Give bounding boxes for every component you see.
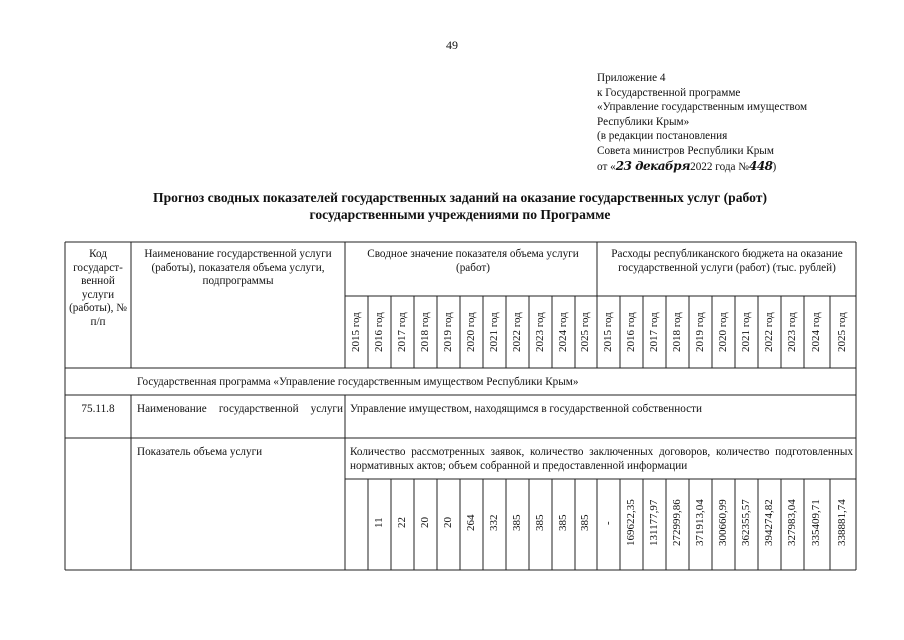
- title-line-2: государственными учреждениями по Программе: [309, 207, 611, 222]
- appendix-line: Совета министров Республики Крым: [597, 144, 774, 157]
- expense-value-cell: 327983,04: [785, 499, 798, 547]
- handwritten-date: 23 декабря: [615, 158, 691, 173]
- header-name: Наименование государственной услуги (работы), показателя объема услуги, подпрограммы: [144, 248, 332, 288]
- volume-year-header: 2017 год: [395, 312, 408, 352]
- expense-value-cell: 300660,99: [716, 499, 729, 547]
- volume-year-header: 2016 год: [372, 312, 385, 352]
- header-code: Код государст-венной услуги (работы), № п/п: [69, 248, 127, 328]
- expense-year-header: 2023 год: [785, 312, 798, 352]
- expense-year-header: 2022 год: [762, 312, 775, 352]
- appendix-line: к Государственной программе: [597, 86, 741, 99]
- title-line-1: Прогноз сводных показателей государственных заданий на оказание государственных услуг (работ): [153, 190, 767, 205]
- volume-year-header: 2024 год: [556, 312, 569, 352]
- handwritten-number: 448: [748, 158, 773, 173]
- appendix-line: Приложение 4: [597, 72, 666, 84]
- volume-year-header: 2021 год: [487, 312, 500, 352]
- volume-year-header: 2022 год: [510, 312, 523, 352]
- page-number: 49: [446, 38, 458, 52]
- expense-year-header: 2018 год: [670, 312, 683, 352]
- volume-value-cell: 22: [395, 517, 408, 529]
- expense-year-header: 2025 год: [836, 312, 848, 352]
- service-label: Наименование государственной услуги: [137, 403, 343, 415]
- appendix-line: (в редакции постановления: [597, 130, 728, 143]
- volume-year-header: 2018 год: [418, 312, 431, 352]
- volume-value-cell: 11: [372, 517, 385, 529]
- volume-value-cell: 332: [487, 514, 500, 532]
- expense-value-cell: 362355,57: [739, 499, 752, 547]
- date-prefix: от «: [597, 160, 616, 173]
- volume-value-cell: 20: [441, 517, 454, 529]
- expense-value-cell: 338881,74: [836, 499, 848, 547]
- expense-value-cell: 394274,82: [762, 499, 775, 547]
- date-suffix: ): [772, 160, 777, 173]
- expense-year-header: 2024 год: [810, 312, 822, 352]
- volume-year-header: 2020 год: [464, 312, 477, 352]
- appendix-line: «Управление государственным имуществом: [597, 101, 808, 114]
- volume-year-header: 2023 год: [533, 312, 546, 352]
- volume-value-cell: 20: [418, 517, 431, 529]
- expense-year-header: 2015 год: [601, 312, 614, 352]
- volume-value-cell: 385: [556, 514, 569, 532]
- service-value: Управление имуществом, находящимся в государственной собственности: [350, 403, 702, 415]
- volume-year-header: 2025 год: [579, 312, 591, 352]
- appendix-line: Республики Крым»: [597, 115, 690, 128]
- volume-value-cell: 264: [464, 514, 477, 532]
- indicator-description: Количество рассмотренных заявок, количество заключенных договоров, количество подготовленных нормативных актов; объем собранной и предоставленной информации: [350, 446, 853, 472]
- expense-value-cell: 131177,97: [647, 499, 660, 547]
- expense-year-header: 2019 год: [693, 312, 706, 352]
- volume-year-header: 2019 год: [441, 312, 454, 352]
- expense-year-header: 2020 год: [716, 312, 729, 352]
- date-middle: 2022 года №: [690, 160, 749, 173]
- header-expenses: Расходы республиканского бюджета на оказание государственной услуги (работ) (тыс. рублей): [611, 248, 843, 274]
- program-row: Государственная программа «Управление государственным имуществом Республики Крым»: [137, 376, 579, 388]
- service-code: 75.11.8: [81, 403, 115, 415]
- expense-year-header: 2017 год: [647, 312, 660, 352]
- expense-value-cell: -: [601, 521, 614, 525]
- volume-value-cell: 385: [579, 514, 591, 532]
- indicator-label: Показатель объема услуги: [137, 446, 263, 458]
- expense-value-cell: 335409,71: [810, 499, 822, 547]
- volume-value-cell: 385: [510, 514, 523, 532]
- expense-value-cell: 371913,04: [693, 499, 706, 547]
- volume-year-header: 2015 год: [349, 312, 362, 352]
- expense-value-cell: 169622,35: [624, 499, 637, 547]
- expense-value-cell: 272999,86: [670, 499, 683, 547]
- volume-value-cell: 385: [533, 514, 546, 532]
- header-volume: Сводное значение показателя объема услуги (работ): [367, 248, 579, 274]
- expense-year-header: 2021 год: [739, 312, 752, 352]
- expense-year-header: 2016 год: [624, 312, 637, 352]
